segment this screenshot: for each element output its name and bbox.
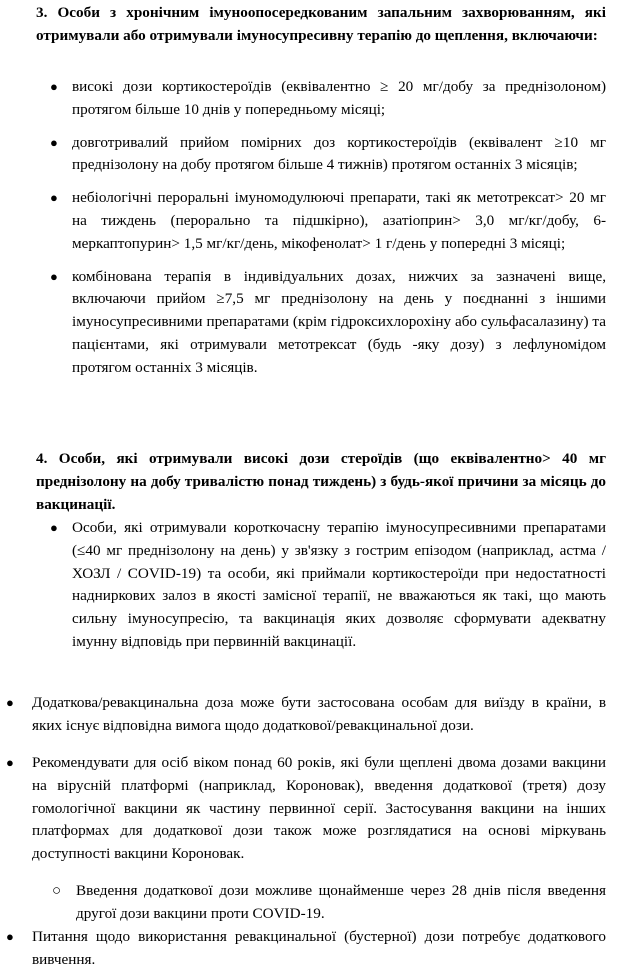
section-3-list [46,76,606,380]
section-4-heading: 4. Особи, які отримували високі дози стероїдів (що еквівалентно> 40 мг преднізолону на добу тривалістю понад тиждень) з будь-якої причини за місяць до вакцинації. [36,450,606,513]
list-item [46,132,606,178]
bullet-icon: ● [50,520,58,535]
list-item-text: Рекомендувати для осіб віком понад 60 років, які були щеплені двома дозами вакцини на вірусній платформі (наприклад, Короновак), введення додаткової (третя) дозу гомологічної вакцини як частину первинної серії. Застосування вакцини на інших платформах для додаткової дози також може розглядатися на основі міркувань доступності вакцини Короновак. [32,754,606,863]
list-item-text: довготривалий прийом помірних доз кортикостероїдів (еквівалент ≥10 мг преднізолону на добу протягом більше 4 тижнів) протягом останніх 3 місяців; [72,133,606,174]
section-3 [36,2,606,48]
list-item [46,187,606,255]
list-item-text: комбінована терапія в індивідуальних дозах, нижчих за зазначені вище, включаючи прийом ≥7,5 мг преднізолону на день у поєднанні з іншими імуносупресивними препаратами (крім гідроксихлорохіну або сульфасалазину) та пацієнтами, які отримували метотрексат (будь -яку дозу) з лефлуномідом протягом останніх 3 місяців. [72,267,606,376]
main-bullet-1 [2,692,606,738]
bullet-icon: ● [50,134,58,150]
section-3-heading: 3. Особи з хронічним імуноопосередкованим запальним захворюванням, які отримували або отримували імуносупресивну терапію до щеплення, включаючи: [36,4,606,44]
main-bullet-2 [2,752,606,866]
bullet-icon: ● [6,755,14,770]
list-item [2,692,606,738]
list-item [50,880,606,926]
list-item [2,926,606,972]
list-item [2,752,606,866]
bullet-icon: ● [50,268,58,284]
sub-bullet [50,880,606,926]
circle-bullet-icon: ○ [52,883,62,899]
list-item-text: Особи, які отримували короткочасну терапію імуносупресивними препаратами (≤40 мг преднізолону на день) у зв'язку з гострим епізодом (наприклад, астма / ХОЗЛ / COVID-19) та особи, які приймали кортикостероїди при недостатності надниркових залоз в якості замісної терапії, не вважаються як такі, що мають сильну імуносупресію, та вакцинація яких дозволяє сформувати адекватну імунну відповідь при первинній вакцинації. [72,519,606,650]
section-4 [36,448,606,516]
list-item [46,76,606,122]
main-bullet-3 [2,926,606,972]
list-item [46,266,606,380]
bullet-icon: ● [50,79,58,94]
bullet-icon: ● [6,695,14,710]
list-item [46,517,606,654]
bullet-icon: ● [50,190,58,206]
list-item-text: Введення додаткової дози можливе щонайменше через 28 днів після введення другої дози вакцини проти COVID-19. [76,882,606,922]
bullet-icon: ● [6,929,14,944]
list-item-text: Додаткова/ревакцинальна доза може бути застосована особам для виїзду в країни, в яких існує відповідна вимога щодо додаткової/ревакцинальної дози. [32,694,606,734]
section-4-list [46,517,606,654]
list-item-text: небіологічні пероральні імуномодулюючі препарати, такі як метотрексат> 20 мг на тиждень (перорально та підшкірно), азатіоприн> 3,0 мг/кг/добу, 6-меркаптопурин> 1,5 мг/кг/день, мікофенолат> 1 г/день у попередні 3 місяці; [72,189,606,252]
list-item-text: високі дози кортикостероїдів (еквівалентно ≥ 20 мг/добу за преднізолоном) протягом більше 10 днів у попередньому місяці; [72,78,606,118]
list-item-text: Питання щодо використання ревакцинальної (бустерної) дози потребує додаткового вивчення. [32,928,606,968]
